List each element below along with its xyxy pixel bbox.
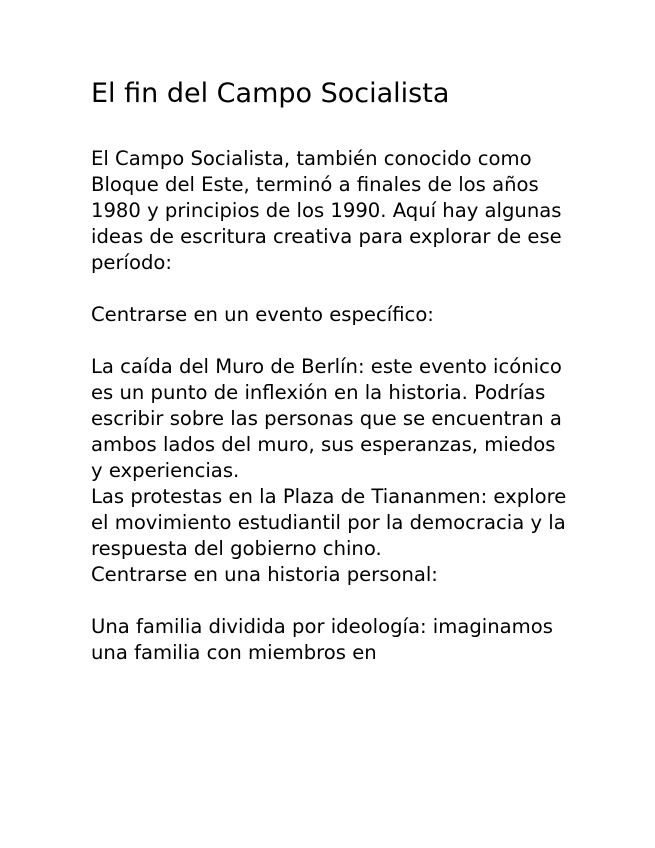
family-paragraph: Una familia dividida por ideología: imaginamos una familia con miembros en (91, 615, 553, 664)
tiananmen-paragraph: Las protestas en la Plaza de Tiananmen: explore el movimiento estudiantil por la democracia y la respuesta del gobierno chino. (91, 485, 567, 560)
paragraph-spacer (91, 328, 571, 354)
document-title: El fin del Campo Socialista (91, 78, 450, 109)
paragraph-spacer (91, 276, 571, 302)
section-heading-personal: Centrarse en una historia personal: (91, 563, 438, 586)
document-page (91, 76, 571, 666)
document-body (91, 146, 571, 666)
paragraph-spacer (91, 588, 571, 614)
berlin-wall-paragraph: La caída del Muro de Berlín: este evento icónico es un punto de inflexión en la historia. Podrías escribir sobre las personas que se encuentran a ambos lados del muro, sus esperanzas, miedos y experiencias. (91, 355, 562, 482)
section-heading-event: Centrarse en un evento específico: (91, 303, 434, 326)
intro-paragraph: El Campo Socialista, también conocido como Bloque del Este, terminó a finales de los años 1980 y principios de los 1990. Aquí hay algunas ideas de escritura creativa para explorar de ese período: (91, 147, 562, 274)
